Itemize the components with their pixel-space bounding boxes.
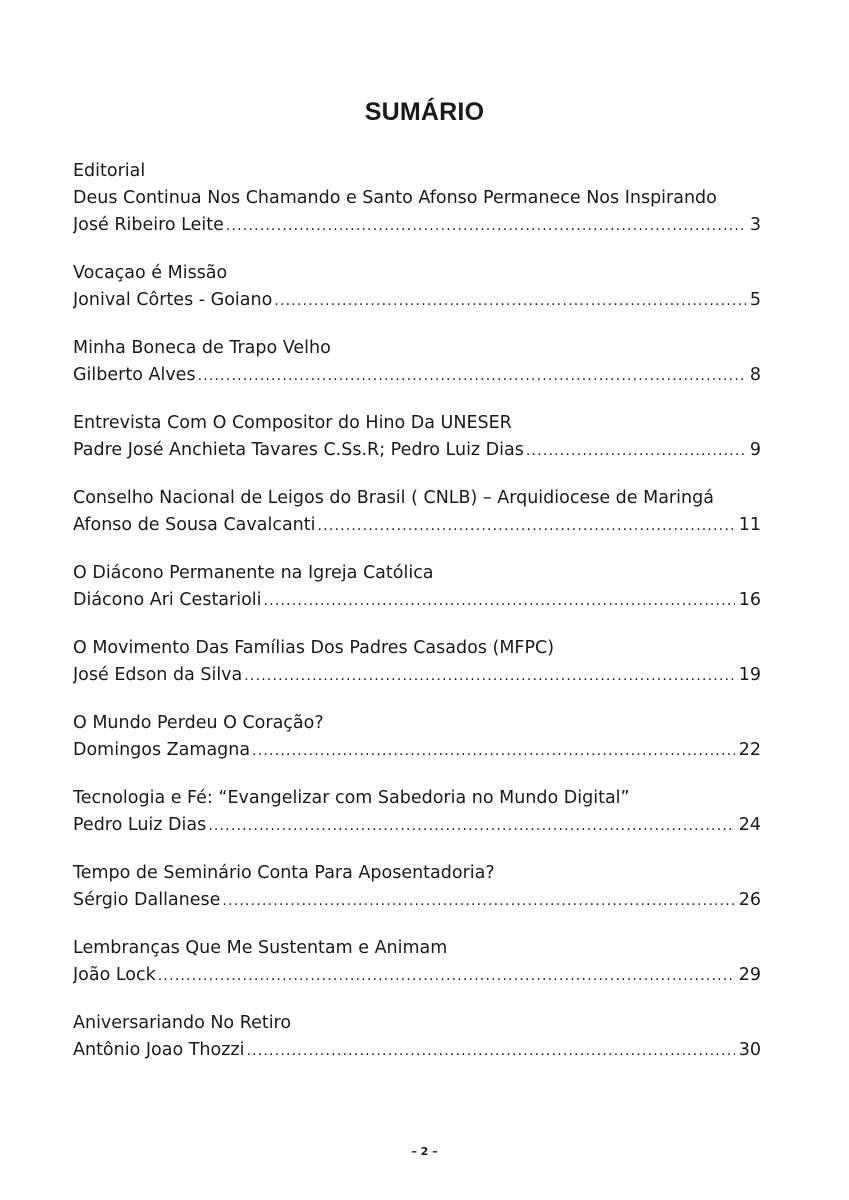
toc-entry-page-number: 5 xyxy=(749,290,761,310)
toc-entry xyxy=(73,785,761,839)
toc-entry xyxy=(73,635,761,689)
toc-entry-title: Minha Boneca de Trapo Velho xyxy=(73,338,331,358)
toc-entry-author: José Edson da Silva xyxy=(73,665,243,685)
toc-entry xyxy=(73,260,761,314)
toc-entry xyxy=(73,860,761,914)
toc-entry-page-number: 11 xyxy=(738,515,761,535)
dot-leader xyxy=(252,738,735,764)
toc-entry-page-number: 19 xyxy=(738,665,761,685)
toc-entry xyxy=(73,935,761,989)
toc-entry-author: José Ribeiro Leite xyxy=(73,215,224,235)
toc-entry-title: Aniversariando No Retiro xyxy=(73,1013,292,1033)
dot-leader xyxy=(158,963,735,989)
toc-author-line xyxy=(73,962,761,989)
toc-section-label: Editorial xyxy=(73,161,146,181)
toc-entry-title: O Mundo Perdeu O Coração? xyxy=(73,713,324,733)
toc-entry xyxy=(73,1010,761,1064)
toc-author-line xyxy=(73,362,761,389)
toc-entry-author: Padre José Anchieta Tavares C.Ss.R; Pedro Luiz Dias xyxy=(73,440,524,460)
toc-entry-page-number: 26 xyxy=(738,890,761,910)
toc-entry-title: O Movimento Das Famílias Dos Padres Casados (MFPC) xyxy=(73,638,555,658)
toc-author-line xyxy=(73,737,761,764)
toc-entry-page-number: 3 xyxy=(749,215,761,235)
toc-entry-title: Entrevista Com O Compositor do Hino Da UNESER xyxy=(73,413,512,433)
dot-leader xyxy=(274,288,746,314)
toc-entry-page-number: 24 xyxy=(738,815,761,835)
toc-entry xyxy=(73,710,761,764)
toc-entry-title: Vocaçao é Missão xyxy=(73,263,228,283)
table-of-contents xyxy=(73,158,761,1064)
toc-entry xyxy=(73,158,761,239)
toc-entry-page-number: 16 xyxy=(738,590,761,610)
toc-entry-page-number: 30 xyxy=(738,1040,761,1060)
toc-entry-author: Sérgio Dallanese xyxy=(73,890,221,910)
toc-entry-title: O Diácono Permanente na Igreja Católica xyxy=(73,563,434,583)
toc-entry xyxy=(73,335,761,389)
toc-entry-page-number: 22 xyxy=(738,740,761,760)
toc-entry xyxy=(73,485,761,539)
dot-leader xyxy=(226,213,746,239)
toc-author-line xyxy=(73,287,761,314)
toc-entry xyxy=(73,410,761,464)
toc-entry-page-number: 8 xyxy=(749,365,761,385)
page-number-footer: – 2 – xyxy=(411,1145,438,1158)
toc-entry-author: João Lock xyxy=(73,965,156,985)
toc-author-line xyxy=(73,1037,761,1064)
dot-leader xyxy=(198,363,746,389)
toc-entry-author: Domingos Zamagna xyxy=(73,740,251,760)
page-title: SUMÁRIO xyxy=(364,98,485,126)
toc-author-line xyxy=(73,437,761,464)
toc-entry-title: Deus Continua Nos Chamando e Santo Afonso Permanece Nos Inspirando xyxy=(73,188,717,208)
dot-leader xyxy=(222,888,734,914)
toc-author-line xyxy=(73,512,761,539)
toc-entry-author: Jonival Côrtes - Goiano xyxy=(73,290,273,310)
toc-entry-author: Diácono Ari Cestarioli xyxy=(73,590,262,610)
dot-leader xyxy=(526,438,746,464)
toc-author-line xyxy=(73,662,761,689)
dot-leader xyxy=(264,588,735,614)
toc-author-line xyxy=(73,212,761,239)
toc-entry xyxy=(73,560,761,614)
toc-entry-author: Pedro Luiz Dias xyxy=(73,815,207,835)
toc-entry-page-number: 9 xyxy=(749,440,761,460)
dot-leader xyxy=(208,813,735,839)
toc-entry-title: Lembranças Que Me Sustentam e Animam xyxy=(73,938,448,958)
toc-entry-title: Tempo de Seminário Conta Para Aposentadoria? xyxy=(73,863,495,883)
toc-entry-author: Gilberto Alves xyxy=(73,365,196,385)
toc-entry-title: Conselho Nacional de Leigos do Brasil ( CNLB) – Arquidiocese de Maringá xyxy=(73,488,714,508)
dot-leader xyxy=(246,1038,734,1064)
dot-leader xyxy=(244,663,734,689)
toc-entry-page-number: 29 xyxy=(738,965,761,985)
toc-author-line xyxy=(73,587,761,614)
toc-entry-author: Afonso de Sousa Cavalcanti xyxy=(73,515,316,535)
toc-entry-title: Tecnologia e Fé: “Evangelizar com Sabedoria no Mundo Digital” xyxy=(73,788,630,808)
toc-author-line xyxy=(73,887,761,914)
toc-author-line xyxy=(73,812,761,839)
dot-leader xyxy=(318,513,735,539)
toc-entry-author: Antônio Joao Thozzi xyxy=(73,1040,245,1060)
